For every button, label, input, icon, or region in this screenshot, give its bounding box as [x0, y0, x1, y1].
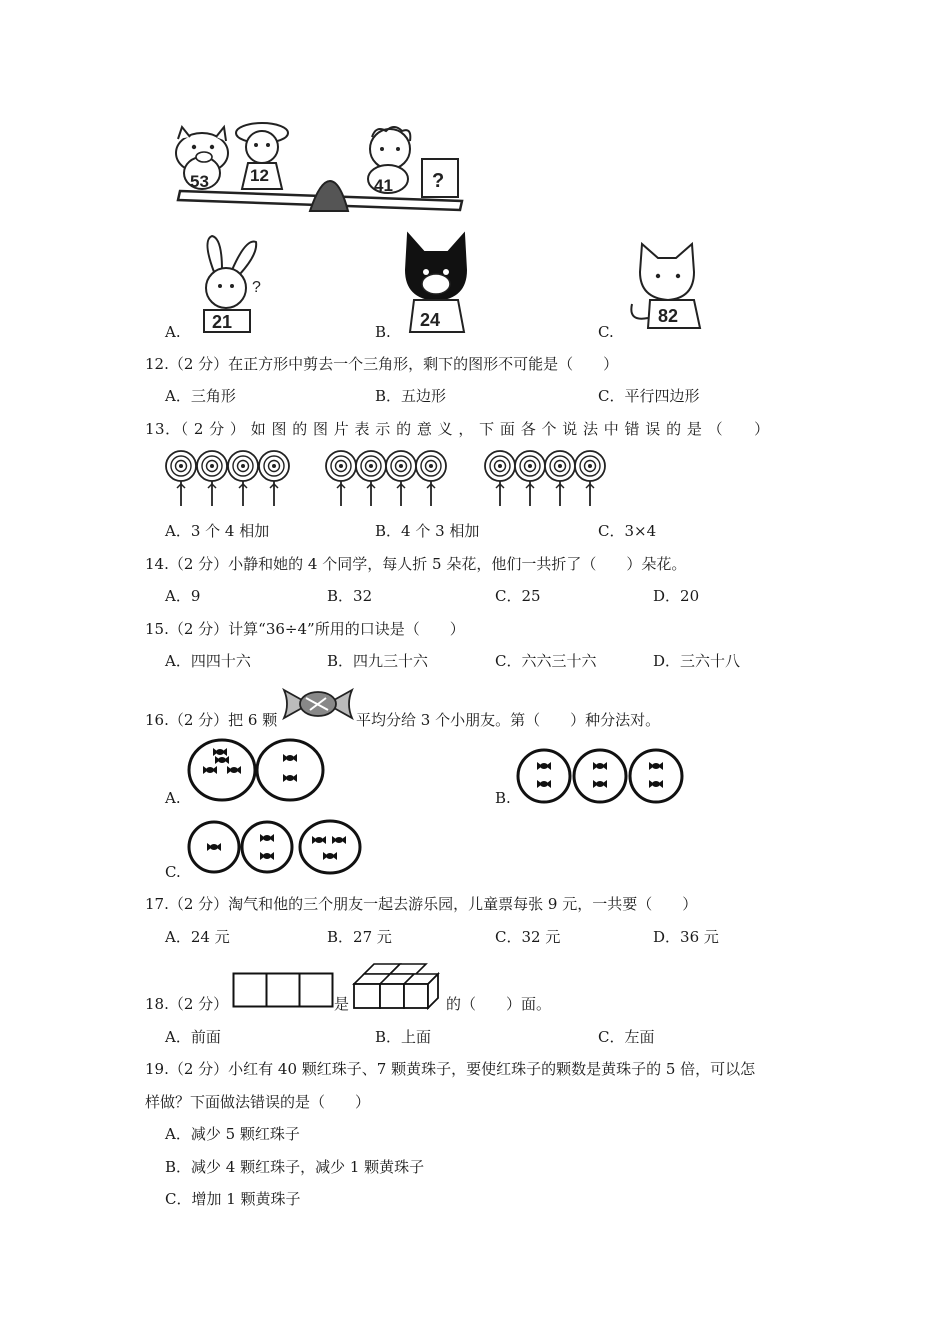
q18-option-b[interactable]: B．上面 [375, 1028, 432, 1046]
lollipop-groups-figure [160, 450, 610, 510]
lamb-animal [368, 127, 410, 195]
pig-animal [176, 127, 228, 191]
q14-option-b[interactable]: B．32 [327, 587, 373, 605]
q18-question-start: 18.（2 分） [145, 995, 229, 1013]
q14-option-c[interactable]: C．25 [495, 587, 541, 605]
q19-option-b[interactable]: B．减少 4 颗红珠子，减少 1 颗黄珠子 [165, 1158, 425, 1176]
q13-option-c[interactable]: C．3×4 [598, 522, 657, 540]
q18-option-a[interactable]: A．前面 [165, 1028, 221, 1046]
q12-option-b[interactable]: B．五边形 [375, 387, 447, 405]
q17-option-d[interactable]: D．36 元 [653, 928, 719, 946]
q19-question-line2: 样做？下面做法错误的是（ ） [145, 1093, 371, 1111]
q15-option-a[interactable]: A．四四十六 [165, 652, 251, 670]
q16-option-b-figure [516, 746, 684, 806]
cat-black-number: 24 [420, 310, 441, 330]
q14-question: 14.（2 分）小静和她的 4 个同学，每人折 5 朵花，他们一共折了（ ）朵花。 [145, 555, 687, 573]
lollipop-group-3 [485, 451, 605, 506]
q16-option-a-figure [186, 736, 328, 804]
girl-figure [236, 123, 288, 189]
q12-option-c[interactable]: C．平行四边形 [598, 387, 700, 405]
q16-question-start: 16.（2 分）把 6 颗 [145, 711, 278, 729]
q16-option-c[interactable]: C. [165, 863, 181, 881]
q17-option-c[interactable]: C．32 元 [495, 928, 561, 946]
q17-option-b[interactable]: B．27 元 [327, 928, 392, 946]
q11-option-c-label[interactable]: C. [598, 323, 614, 341]
q13-option-a[interactable]: A．3 个 4 相加 [165, 522, 270, 540]
girl-number: 12 [250, 166, 269, 185]
q14-option-d[interactable]: D．20 [653, 587, 700, 605]
unknown-mark: ? [432, 170, 445, 192]
cat-white-number: 82 [658, 306, 679, 326]
q18-option-c[interactable]: C．左面 [598, 1028, 655, 1046]
q18-question-mid: 是 [334, 995, 350, 1013]
q11-option-b-label[interactable]: B. [375, 323, 391, 341]
q14-option-a[interactable]: A．9 [165, 587, 201, 605]
q19-option-c[interactable]: C．增加 1 颗黄珠子 [165, 1190, 301, 1208]
q19-question-line1: 19.（2 分）小红有 40 颗红珠子、7 颗黄珠子，要使红珠子的颗数是黄珠子的 5 倍，可以怎 [145, 1060, 756, 1078]
svg-text:?: ? [252, 279, 261, 296]
q17-option-a[interactable]: A．24 元 [165, 928, 230, 946]
q13-question: 13．（ 2 分 ） 如 图 的 图 片 表 示 的 意 义 ， 下 面 各 个 说 法 中 错 误 的 是 （ ） [145, 420, 770, 438]
q15-option-d[interactable]: D．三六十八 [653, 652, 741, 670]
q13-option-b[interactable]: B．4 个 3 相加 [375, 522, 480, 540]
rabbit-number: 21 [212, 312, 233, 332]
candy-icon [282, 684, 354, 724]
cat-white-option-icon [622, 238, 716, 334]
q15-option-b[interactable]: B．四九三十六 [327, 652, 429, 670]
q15-question: 15.（2 分）计算“36÷4”所用的口诀是（ ） [145, 620, 465, 638]
pig-number: 53 [190, 172, 209, 191]
q16-option-b[interactable]: B. [495, 789, 511, 807]
rabbit-option-icon [190, 232, 270, 336]
lamb-number: 41 [374, 176, 393, 195]
q17-question: 17.（2 分）淘气和他的三个朋友一起去游乐园，儿童票每张 9 元，一共要（ ） [145, 895, 698, 913]
q19-option-a[interactable]: A．减少 5 颗红珠子 [165, 1125, 300, 1143]
q11-option-a-label[interactable]: A. [165, 323, 181, 341]
cube-stack-figure [350, 960, 446, 1010]
q12-option-a[interactable]: A．三角形 [165, 387, 236, 405]
q16-question-end: 平均分给 3 个小朋友。第（ ）种分法对。 [356, 711, 661, 729]
lollipop-group-1 [166, 451, 289, 506]
three-squares-view-figure [232, 972, 334, 1008]
q15-option-c[interactable]: C．六六三十六 [495, 652, 597, 670]
q12-question: 12.（2 分）在正方形中剪去一个三角形，剩下的图形不可能是（ ） [145, 355, 619, 373]
q18-question-end: 的（ ）面。 [446, 995, 552, 1013]
seesaw-figure [160, 115, 470, 215]
q16-option-c-figure [187, 818, 363, 876]
cat-black-option-icon [398, 230, 474, 336]
lollipop-group-2 [326, 451, 446, 506]
q16-option-a[interactable]: A. [165, 789, 181, 807]
